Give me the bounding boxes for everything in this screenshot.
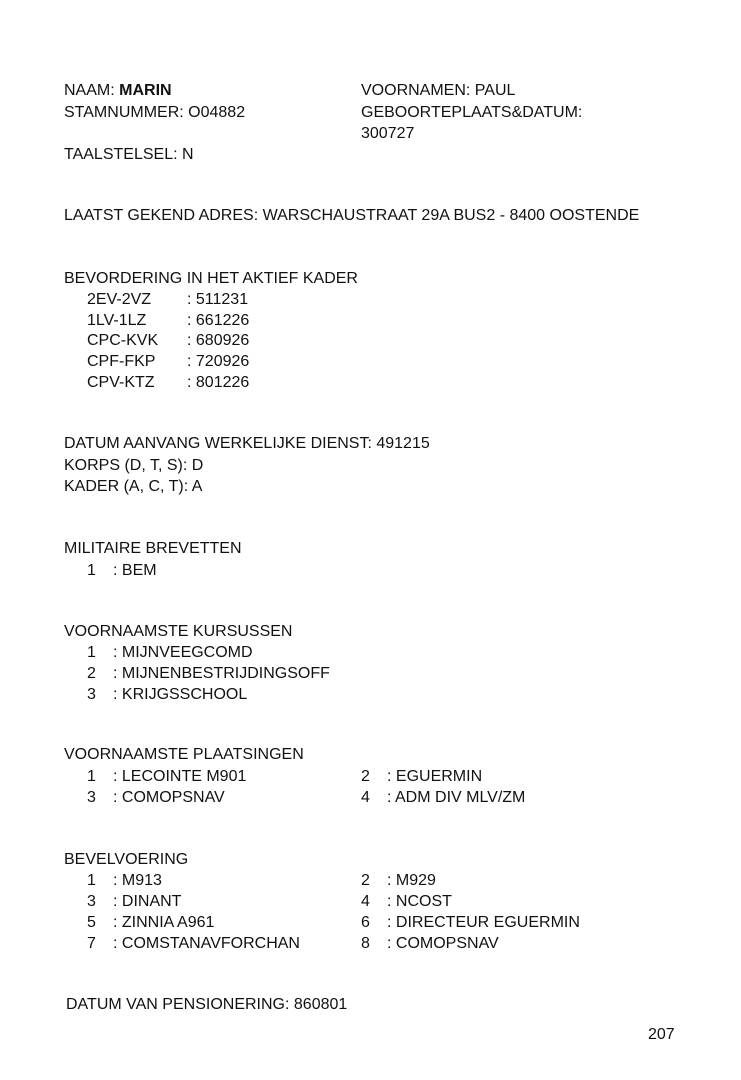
birth-label-line bbox=[361, 103, 582, 123]
course-number: 1 bbox=[87, 644, 96, 661]
command-item bbox=[361, 892, 452, 912]
address-value: WARSCHAUSTRAAT 29A BUS2 - 8400 OOSTENDE bbox=[262, 207, 640, 224]
language-line bbox=[64, 145, 194, 165]
promotions-title: BEVORDERING IN HET AKTIEF KADER bbox=[64, 270, 358, 287]
command-number: 3 bbox=[87, 893, 96, 910]
posting-text: : LECOINTE M901 bbox=[113, 768, 247, 785]
retirement-line bbox=[66, 995, 347, 1015]
posting-number: 2 bbox=[361, 768, 370, 785]
posting-number: 3 bbox=[87, 789, 96, 806]
corps-line bbox=[64, 456, 203, 476]
command-text: : DIRECTEUR EGUERMIN bbox=[387, 914, 580, 931]
firstnames-value: PAUL bbox=[474, 82, 516, 99]
posting-item bbox=[87, 788, 225, 808]
service-start-value: 491215 bbox=[376, 435, 430, 452]
promotion-date: : 720926 bbox=[187, 353, 250, 370]
language-value: N bbox=[181, 146, 194, 163]
course-item bbox=[87, 643, 253, 663]
command-text: : M929 bbox=[387, 872, 436, 889]
command-text: : M913 bbox=[113, 872, 162, 889]
corps-label: KORPS (D, T, S): bbox=[64, 457, 188, 474]
promotion-rank: CPV-KTZ bbox=[87, 374, 155, 391]
course-text: : KRIJGSSCHOOL bbox=[113, 686, 248, 703]
command-number: 8 bbox=[361, 935, 370, 952]
course-text: : MIJNVEEGCOMD bbox=[113, 644, 253, 661]
promotion-rank: CPF-FKP bbox=[87, 353, 156, 370]
birth-label: GEBOORTEPLAATS&DATUM: bbox=[361, 104, 583, 121]
command-item bbox=[87, 871, 162, 891]
command-item bbox=[87, 892, 181, 912]
command-number: 2 bbox=[361, 872, 370, 889]
birth-value: 300727 bbox=[361, 125, 415, 142]
course-item bbox=[87, 664, 330, 684]
posting-number: 4 bbox=[361, 789, 370, 806]
name-line bbox=[64, 81, 172, 101]
service-start-line bbox=[64, 434, 430, 454]
command-number: 1 bbox=[87, 872, 96, 889]
command-item bbox=[361, 934, 499, 954]
promotion-row bbox=[87, 352, 249, 372]
stamnummer-value: O04882 bbox=[188, 104, 246, 121]
postings-title: VOORNAAMSTE PLAATSINGEN bbox=[64, 746, 304, 763]
promotion-row bbox=[87, 311, 249, 331]
posting-item bbox=[87, 767, 246, 787]
address-line bbox=[64, 206, 639, 226]
promotion-row bbox=[87, 373, 249, 393]
cadre-value: A bbox=[191, 478, 203, 495]
retirement-value: 860801 bbox=[293, 996, 348, 1013]
course-text: : MIJNENBESTRIJDINGSOFF bbox=[113, 665, 330, 682]
command-number: 7 bbox=[87, 935, 96, 952]
brevet-number: 1 bbox=[87, 562, 96, 579]
command-text: : COMOPSNAV bbox=[387, 935, 499, 952]
brevet-text: : BEM bbox=[113, 562, 157, 579]
retirement-label: DATUM VAN PENSIONERING: bbox=[66, 996, 290, 1013]
cadre-line bbox=[64, 477, 202, 497]
stamnummer-label: STAMNUMMER: bbox=[64, 104, 184, 121]
command-text: : NCOST bbox=[387, 893, 452, 910]
course-item bbox=[87, 685, 247, 705]
command-text: : DINANT bbox=[113, 893, 182, 910]
promotion-rank: 1LV-1LZ bbox=[87, 312, 147, 329]
promotion-row bbox=[87, 290, 248, 310]
command-item bbox=[87, 913, 214, 933]
command-text: : ZINNIA A961 bbox=[113, 914, 215, 931]
command-text: : COMSTANAVFORCHAN bbox=[113, 935, 300, 952]
service-start-label: DATUM AANVANG WERKELIJKE DIENST: bbox=[64, 435, 372, 452]
courses-title: VOORNAAMSTE KURSUSSEN bbox=[64, 623, 293, 640]
name-label: NAAM: bbox=[64, 82, 115, 99]
posting-text: : EGUERMIN bbox=[387, 768, 483, 785]
cadre-label: KADER (A, C, T): bbox=[64, 478, 189, 495]
promotion-date: : 680926 bbox=[187, 332, 250, 349]
language-label: TAALSTELSEL: bbox=[64, 146, 178, 163]
command-item bbox=[87, 934, 300, 954]
firstnames-label: VOORNAMEN: bbox=[361, 82, 471, 99]
command-number: 4 bbox=[361, 893, 370, 910]
posting-item bbox=[361, 788, 525, 808]
posting-item bbox=[361, 767, 482, 787]
promotion-rank: CPC-KVK bbox=[87, 332, 159, 349]
promotion-date: : 511231 bbox=[187, 291, 249, 308]
brevet-item bbox=[87, 561, 157, 581]
name-value: MARIN bbox=[119, 82, 172, 99]
address-label: LAATST GEKEND ADRES: bbox=[64, 207, 259, 224]
posting-number: 1 bbox=[87, 768, 96, 785]
promotion-row bbox=[87, 331, 249, 351]
promotion-date: : 801226 bbox=[187, 374, 250, 391]
stamnummer-line bbox=[64, 103, 245, 123]
posting-text: : COMOPSNAV bbox=[113, 789, 225, 806]
firstnames-line bbox=[361, 81, 515, 101]
birth-value-line bbox=[361, 124, 414, 144]
brevets-title: MILITAIRE BREVETTEN bbox=[64, 540, 242, 557]
command-number: 5 bbox=[87, 914, 96, 931]
promotion-date: : 661226 bbox=[187, 312, 250, 329]
corps-value: D bbox=[191, 457, 204, 474]
page-number: 207 bbox=[648, 1026, 675, 1043]
posting-text: : ADM DIV MLV/ZM bbox=[387, 789, 526, 806]
command-number: 6 bbox=[361, 914, 370, 931]
promotion-rank: 2EV-2VZ bbox=[87, 291, 152, 308]
course-number: 2 bbox=[87, 665, 96, 682]
command-item bbox=[361, 871, 436, 891]
command-item bbox=[361, 913, 580, 933]
command-title: BEVELVOERING bbox=[64, 851, 189, 868]
course-number: 3 bbox=[87, 686, 96, 703]
